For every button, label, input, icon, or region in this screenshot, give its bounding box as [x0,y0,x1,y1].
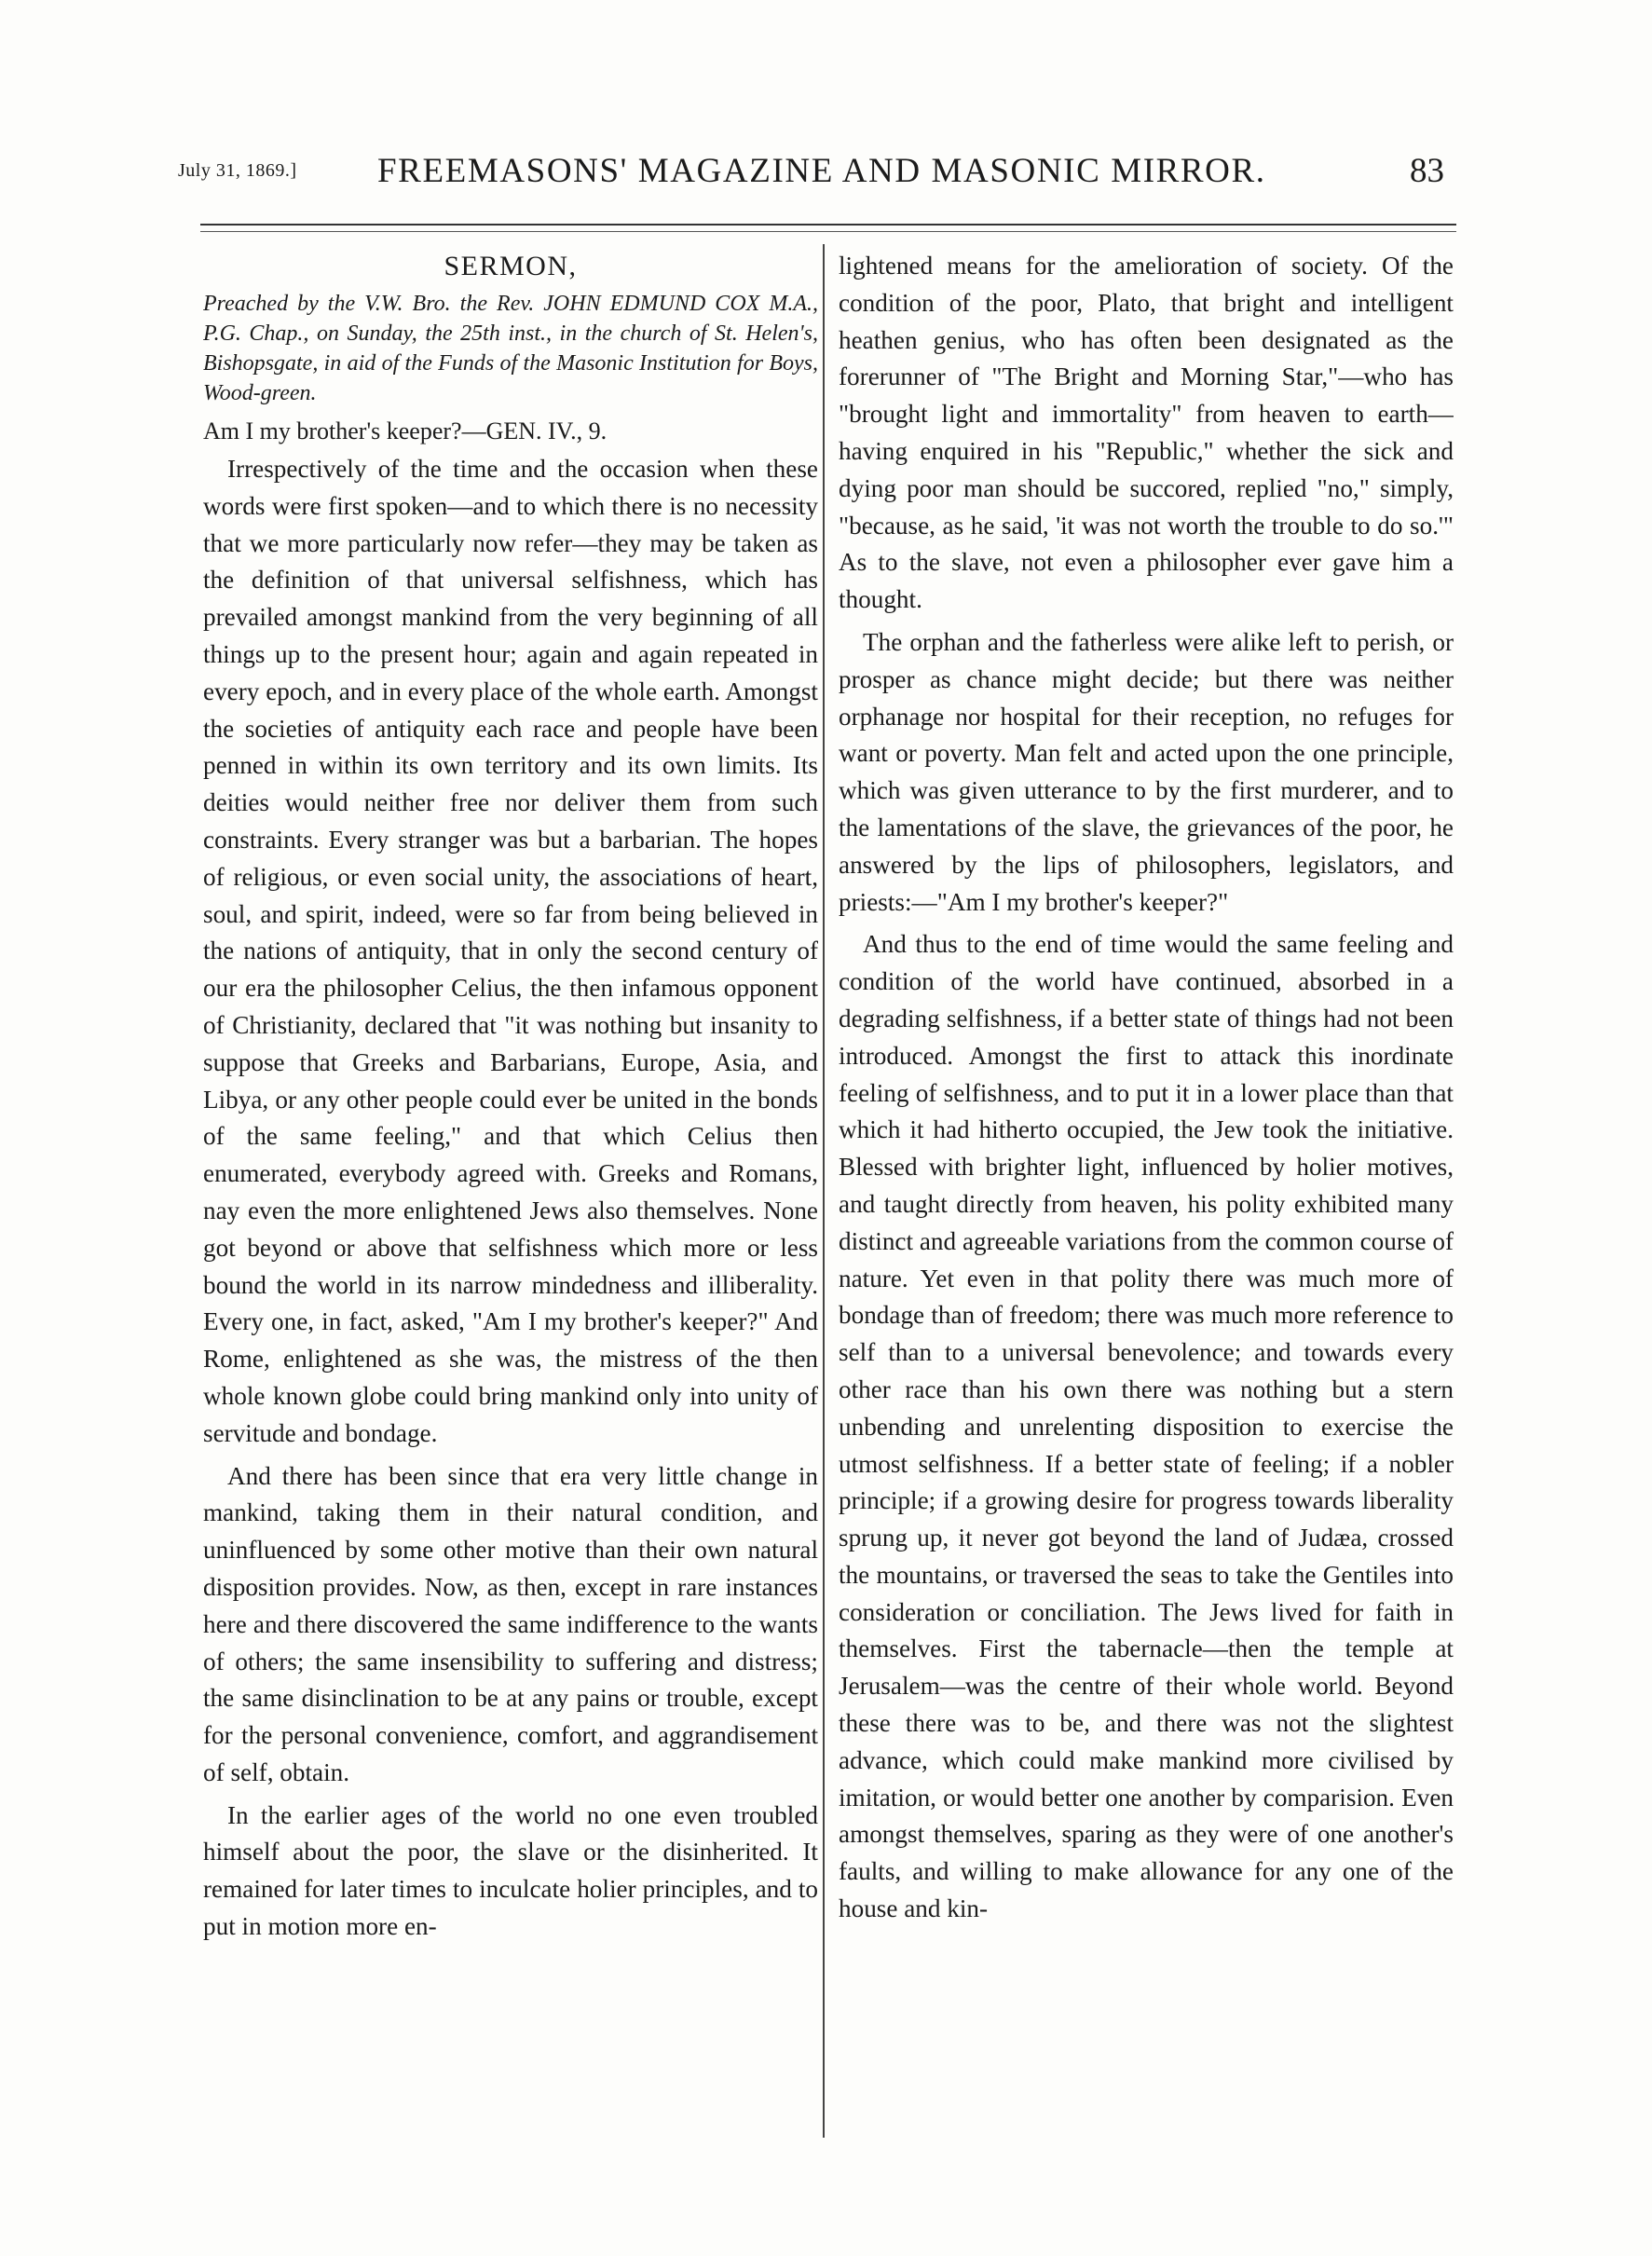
article-heading: SERMON, [444,251,578,281]
paragraph: And there has been since that era very little change in mankind, taking them in their natural condition, and uninfluenced by some other motive than their own natural disposition provides. Now, as then, except in rare instances here and there discovered the same indifference to the wants of others; the same insensibility to suffering and distress; the same disinclination to be at any pains or trouble, except for the personal convenience, comfort, and aggrandisement of self, obtain. [203,1461,818,1786]
header-rule-thick [200,224,1456,226]
left-column [203,248,818,2140]
column-divider [823,244,825,2138]
paragraph: Irrespectively of the time and the occasion when these words were first spoken—and to which there is no necessity that we more particularly now refer—they may be taken as the definition of that universal selfishness, which has prevailed amongst mankind from the very beginning of all things up to the present hour; again and again repeated in every epoch, and in every place of the whole earth. Amongst the societies of antiquity each race and people have been penned in within its own territory and its own limits. Its deities would neither free nor deliver them from such constraints. Every stranger was but a barbarian. The hopes of religious, or even social unity, the associations of heart, soul, and spirit, indeed, were so far from being believed in the nations of antiquity, that in only the second century of our era the philosopher Celius, the then infamous opponent of Christianity, declared that "it was nothing but insanity to suppose that Greeks and Barbarians, Europe, Asia, and Libya, or any other people could ever be united in the bonds of the same feeling," and that which Celius then enumerated, everybody agreed with. Greeks and Romans, nay even the more enlightened Jews also themselves. None got beyond or above that selfishness which more or less bound the world in its narrow mindedness and illiberality. Every one, in fact, asked, "Am I my brother's keeper?" And Rome, enlightened as she was, the mistress of the then whole known globe could bring mankind only into unity of servitude and bondage. [203,455,818,1447]
right-column [839,248,1454,2140]
paragraph: lightened means for the amelioration of society. Of the condition of the poor, Plato, that bright and intelligent heathen genius, who has often been designated as the forerunner of "The Bright and Morning Star,"—who has "brought light and immortality" from heaven to earth—having enquired in his "Republic," whether the sick and dying poor man should be succored, replied "no," simply, "because, as he said, 'it was not worth the trouble to do so.'" As to the slave, not even a philosopher ever gave him a thought. [839,252,1454,614]
header-rule-thin [200,231,1456,232]
issue-date: July 31, 1869.] [178,160,297,181]
running-header [163,140,1458,214]
epigraph: Am I my brother's keeper?—GEN. IV., 9. [203,417,608,444]
page-number: 83 [1410,152,1444,190]
article-byline: Preached by the V.W. Bro. the Rev. JOHN EDMUND COX M.A., P.G. Chap., on Sunday, the 25th inst., in the church of St. Helen's, Bishopsgate, in aid of the Funds of the Masonic Institution for Boys, Wood-green. [203,292,818,405]
paragraph: The orphan and the fatherless were alike left to perish, or prosper as chance might decide; but there was neither orphanage nor hospital for their reception, no refuges for want or poverty. Man felt and acted upon the one principle, which was given utterance to by the first murderer, and to the lamentations of the slave, the grievances of the poor, he answered by the lips of philosophers, legislators, and priests:—"Am I my brother's keeper?" [839,627,1454,916]
paragraph: And thus to the end of time would the same feeling and condition of the world have continued, absorbed in a degrading selfishness, if a better state of things had not been introduced. Amongst the first to attack this inordinate feeling of selfishness, and to put it in a lower place than that which it had hitherto occupied, the Jew took the initiative. Blessed with brighter light, influenced by holier motives, and taught directly from heaven, his polity exhibited many distinct and agreeable variations from the common course of nature. Yet even in that polity there was much more of bondage than of freedom; there was much more reference to self than to a universal benevolence; and towards every other race than his own there was nothing but a stern unbending and unrelenting disposition to exercise the utmost selfishness. If a better state of feeling; if a nobler principle; if a growing desire for progress towards liberality sprung up, it never got beyond the land of Judæa, crossed the mountains, or traversed the seas to take the Gentiles into consideration or conciliation. The Jews lived for faith in themselves. First the tabernacle—then the temple at Jerusalem—was the centre of their whole world. Beyond these there was to be, and there was not the slightest advance, which could make mankind more civilised by imitation, or would better one another by comparision. Even amongst themselves, sparing as they were of one another's faults, and willing to make allowance for any one of the house and kin- [839,930,1454,1923]
magazine-title: FREEMASONS' MAGAZINE AND MASONIC MIRROR. [377,152,1266,190]
paragraph: In the earlier ages of the world no one even troubled himself about the poor, the slave or the disinherited. It remained for later times to inculcate holier principles, and to put in motion more en- [203,1800,818,1941]
